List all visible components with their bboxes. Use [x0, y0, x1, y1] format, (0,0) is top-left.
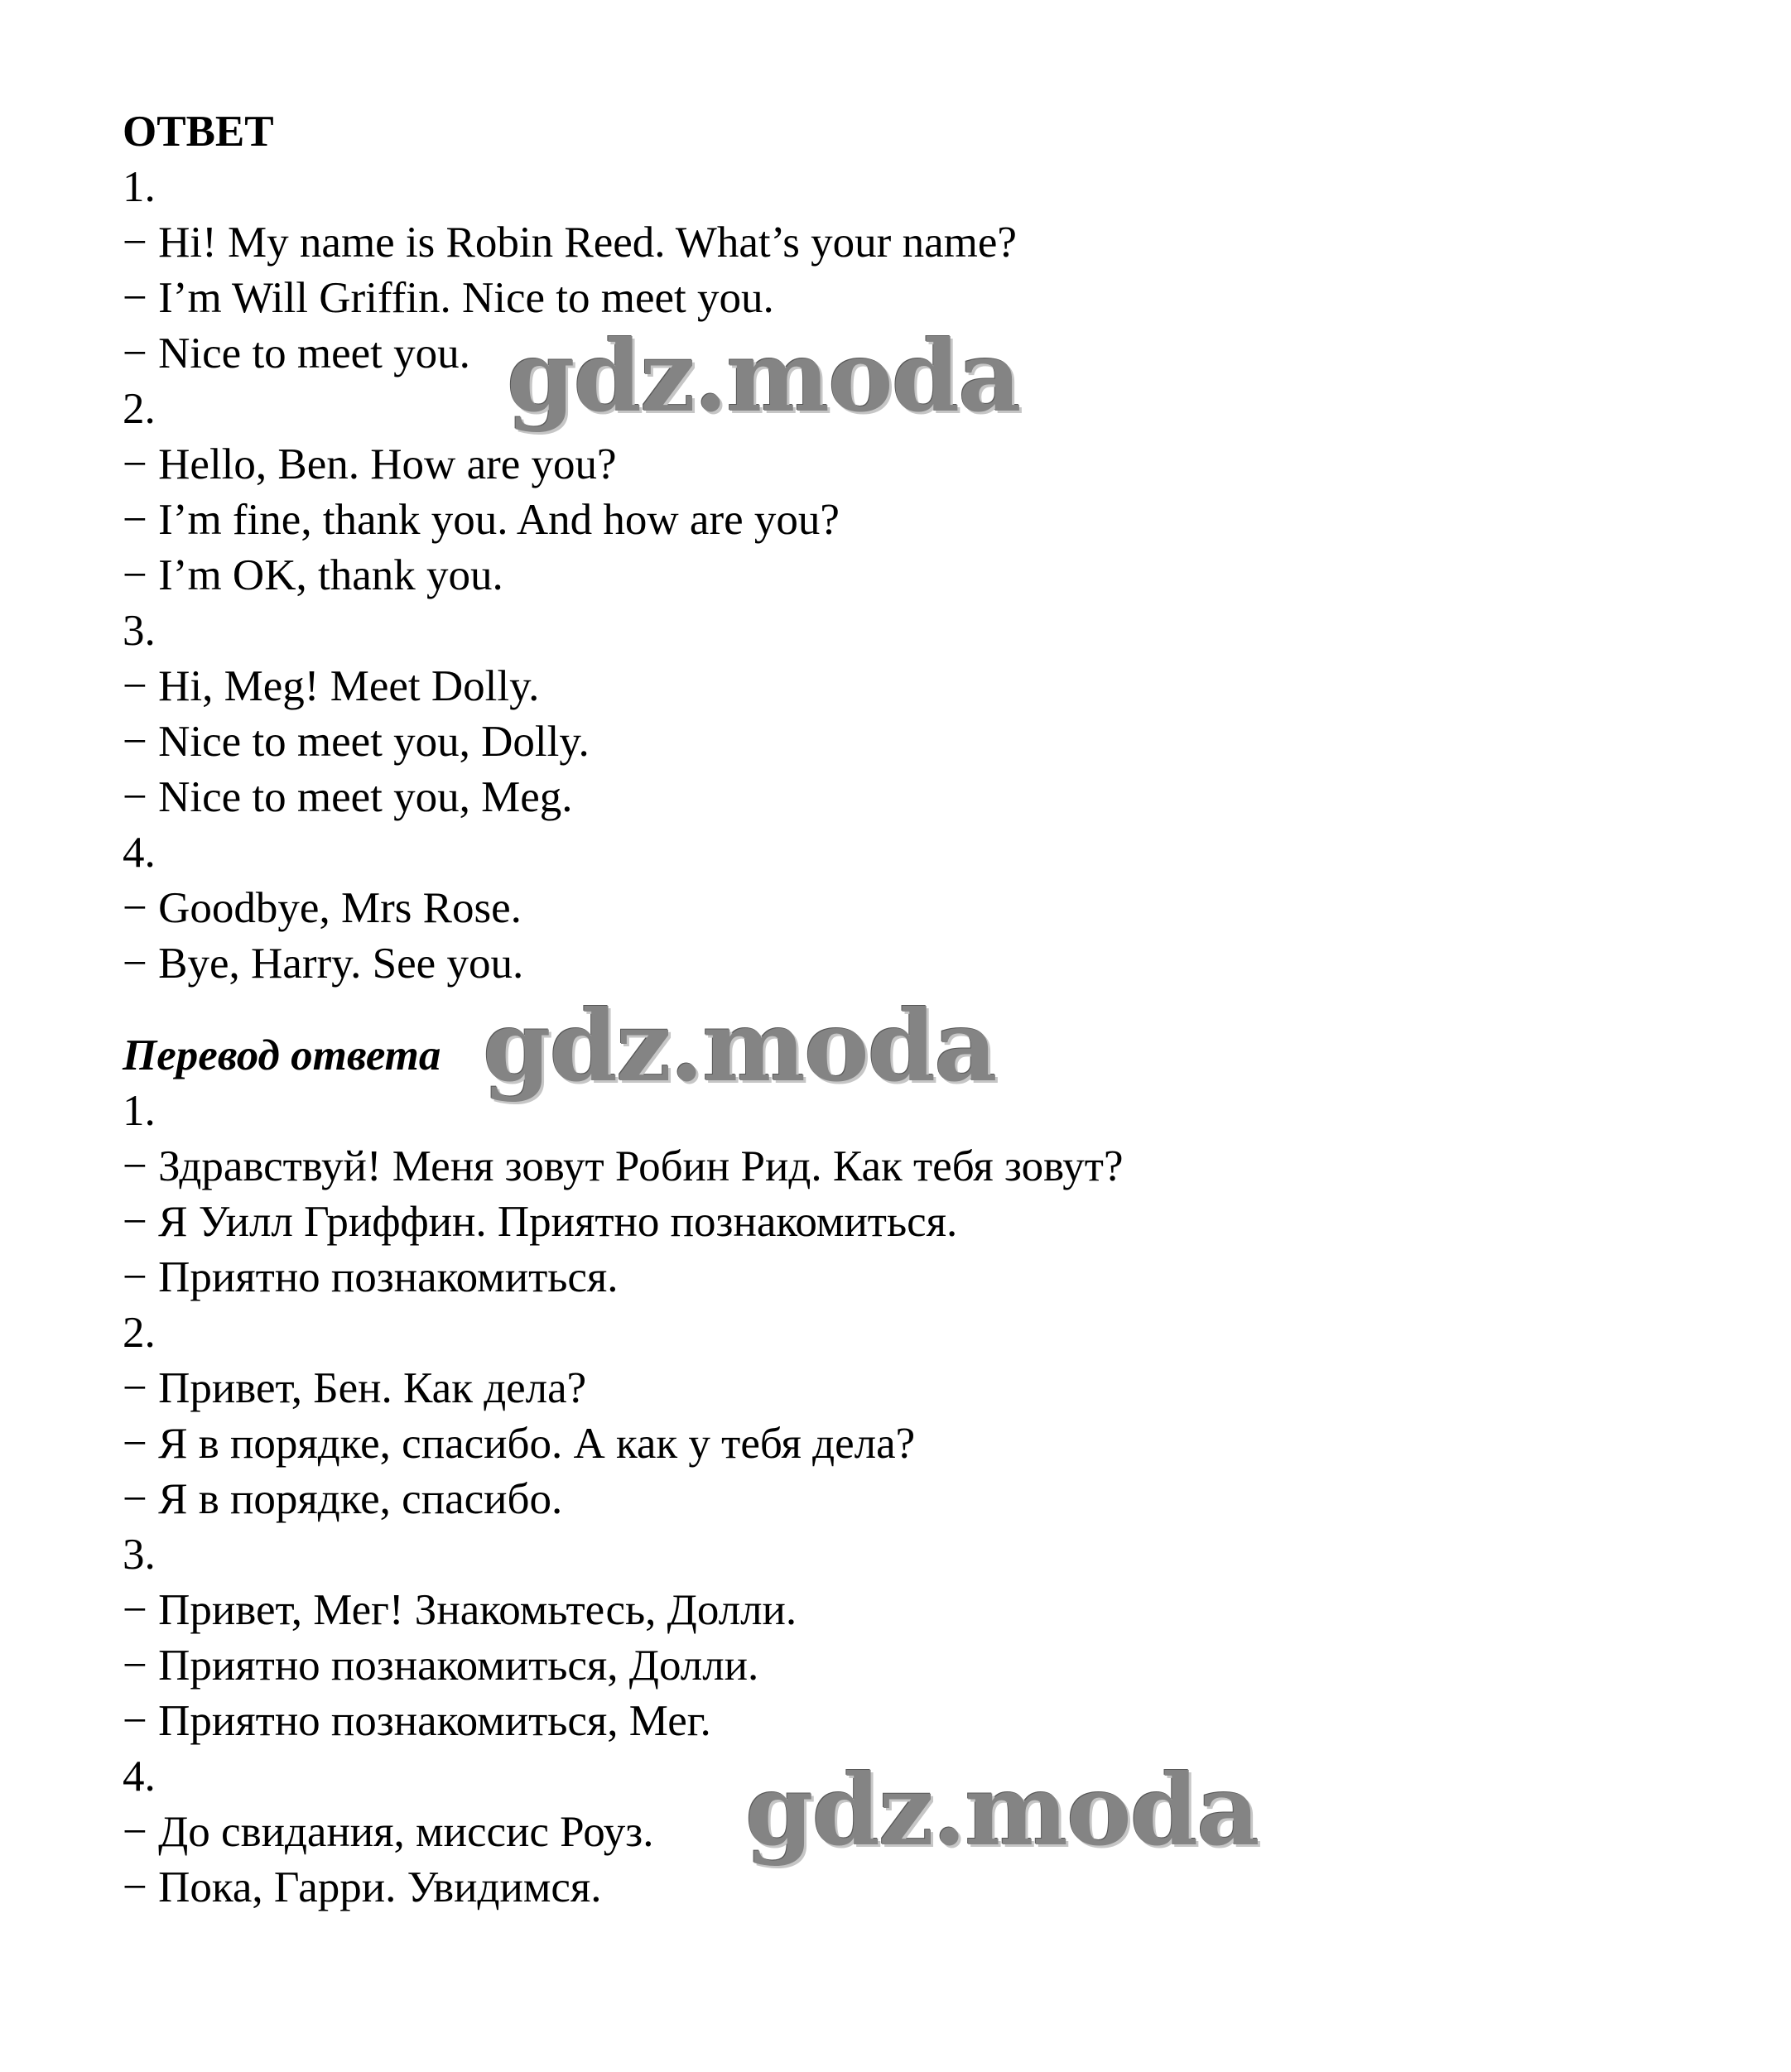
watermark-logo: gdz.moda [483, 988, 996, 1103]
answer-line: − Hi! My name is Robin Reed. What’s your name? [123, 219, 1017, 267]
answer-line: − I’m OK, thank you. [123, 551, 503, 599]
translation-line: 4. [123, 1752, 156, 1800]
answer-line: − I’m fine, thank you. And how are you? [123, 496, 840, 544]
translation-line: − Я в порядке, спасибо. А как у тебя дела? [123, 1420, 916, 1468]
answer-line: − Goodbye, Mrs Rose. [123, 884, 522, 932]
answer-line: 4. [123, 829, 156, 877]
translation-line: − Я в порядке, спасибо. [123, 1475, 563, 1523]
answer-line: − Hi, Meg! Meet Dolly. [123, 662, 540, 710]
answer-line: − Nice to meet you. [123, 329, 470, 377]
answer-line: − I’m Will Griffin. Nice to meet you. [123, 274, 774, 322]
translation-heading: Перевод ответа [123, 1031, 441, 1079]
translation-line: − Привет, Мег! Знакомьтесь, Долли. [123, 1586, 797, 1634]
translation-line: − Привет, Бен. Как дела? [123, 1364, 587, 1412]
translation-line: 3. [123, 1531, 156, 1579]
translation-line: 1. [123, 1087, 156, 1135]
watermark-logo: gdz.moda [745, 1752, 1259, 1868]
translation-line: 2. [123, 1309, 156, 1357]
translation-line: − Приятно познакомиться, Долли. [123, 1642, 759, 1690]
translation-line: − Пока, Гарри. Увидимся. [123, 1863, 602, 1911]
translation-line: − Приятно познакомиться, Мег. [123, 1697, 711, 1745]
answer-line: − Nice to meet you, Dolly. [123, 718, 590, 766]
answer-line: − Bye, Harry. See you. [123, 940, 524, 988]
answer-lines [123, 160, 1696, 992]
answer-line: 3. [123, 607, 156, 655]
answer-line: 1. [123, 163, 156, 211]
watermark-logo: gdz.moda [507, 319, 1020, 434]
translation-line: − До свидания, миссис Роуз. [123, 1808, 654, 1856]
answer-line: − Nice to meet you, Meg. [123, 773, 573, 821]
answer-heading: ОТВЕТ [123, 108, 274, 156]
translation-line: − Приятно познакомиться. [123, 1253, 619, 1301]
translation-line: − Я Уилл Гриффин. Приятно познакомиться. [123, 1198, 958, 1246]
answer-line: − Hello, Ben. How are you? [123, 440, 617, 488]
translation-line: − Здравствуй! Меня зовут Робин Рид. Как тебя зовут? [123, 1142, 1124, 1190]
answer-line: 2. [123, 385, 156, 433]
